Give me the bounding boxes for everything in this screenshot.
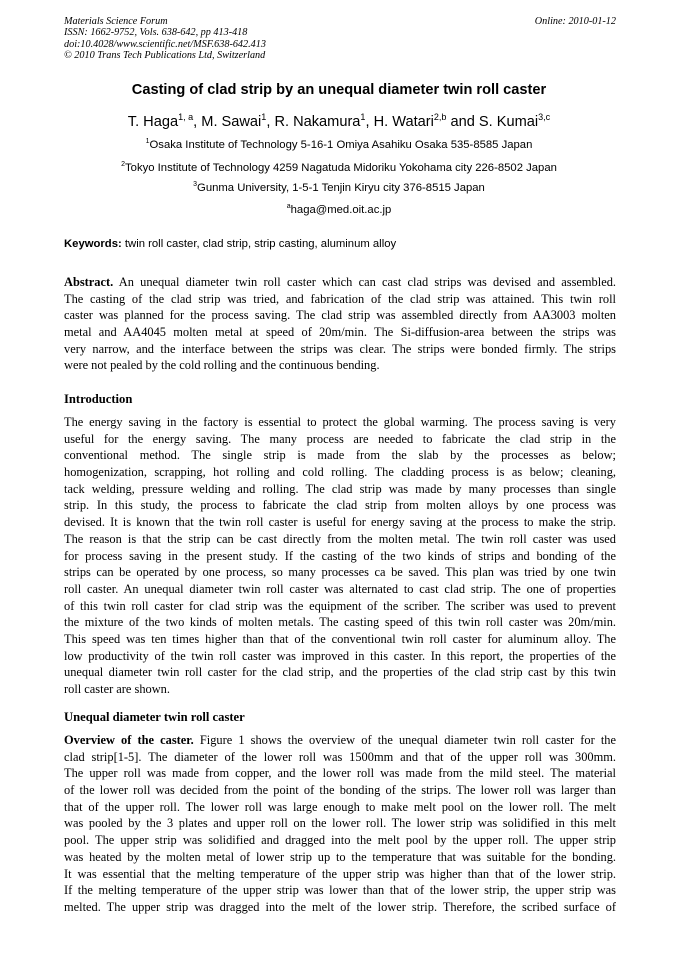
- keywords-text: twin roll caster, clad strip, strip casting, aluminum alloy: [124, 238, 397, 250]
- text-line-content: An unequal diameter twin roll caster which can cast clad strips was devised and assembled.: [118, 275, 616, 289]
- author-name: R. Nakamura: [274, 114, 361, 130]
- online-date: Online: 2010-01-12: [534, 16, 616, 27]
- paper-title: Casting of clad strip by an unequal diameter twin roll caster: [131, 82, 547, 98]
- author-name: T. Haga: [127, 114, 179, 130]
- doi-line: doi:10.4028/www.scientific.net/MSF.638-642.413: [64, 38, 266, 50]
- introduction-paragraph: [64, 414, 616, 698]
- author-conjunction: and: [450, 114, 475, 130]
- section-heading-caster: Unequal diameter twin roll caster: [64, 710, 245, 724]
- keywords-line: [64, 238, 624, 250]
- text-line: It was essential that the melting temperature of the upper strip was higher than that of the lower strip.: [64, 866, 616, 881]
- text-line: The upper roll was made from copper, and the lower roll was made from the mild steel. The material: [64, 766, 616, 781]
- caster-overview-paragraph: [64, 732, 616, 916]
- text-line: If the melting temperature of the upper strip was lower than that of the lower strip, the upper strip was: [64, 883, 616, 898]
- text-line: was heated by the molten metal of lower strip up to the temperature that was suitable for the bonding.: [64, 849, 616, 864]
- text-line-content: Figure 1 shows the overview of the unequal diameter twin roll caster for the: [199, 733, 616, 747]
- text-line: useful for the energy saving. The many process are needed to fabricate the clad strip in the: [64, 431, 616, 446]
- text-line: metal and AA4045 molten metal at speed of 20m/min. The Si-diffusion-area between the strips was: [64, 325, 616, 340]
- subsection-label: Overview of the caster.: [64, 733, 194, 747]
- text-line: The casting of the clad strip was tried, and fabrication of the clad strip was attained. This twin roll: [64, 291, 616, 306]
- affiliation-text: Tokyo Institute of Technology 4259 Nagatuda Midoriku Yokohama city 226-8502 Japan: [125, 162, 557, 174]
- author-affiliation-mark: 1: [261, 112, 267, 123]
- issn-line: ISSN: 1662-9752, Vols. 638-642, pp 413-418: [64, 27, 248, 39]
- abstract-label: Abstract.: [64, 275, 114, 289]
- text-line: tack welding, pressure welding and rolling. The clad strip was made by many processes than single: [64, 481, 616, 496]
- section-heading-introduction: Introduction: [64, 392, 133, 406]
- text-line: pool. The upper strip was solidified and dragged into the melt pool by the upper roll. The upper strip: [64, 833, 616, 848]
- affiliation-mark: 2: [121, 161, 126, 169]
- author-affiliation-mark: 1: [360, 112, 366, 123]
- text-line: devised. It is known that the twin roll caster is useful for energy saving at the process to make the strip.: [64, 515, 616, 530]
- text-line: This speed was ten times higher than that of the conventional twin roll caster for aluminum alloy. The: [64, 631, 616, 646]
- keywords-label: Keywords:: [64, 238, 122, 250]
- affiliation-mark: 1: [145, 138, 150, 146]
- text-line: was pooled by the 3 plates and upper roll on the lower roll. The lower strip was solidified in this melt: [64, 816, 616, 831]
- text-line: homogenization, scrapping, hot rolling and cold rolling. The cladding process is as below; cleaning,: [64, 465, 616, 480]
- text-line: The reason is that the strip can be cast directly from the molten metal. The twin roll caster was used: [64, 531, 616, 546]
- author-affiliation-mark: 1, a: [178, 112, 194, 123]
- text-line: for process saving in the present study. If the casting of the two kinds of strips and bonding of the: [64, 548, 616, 563]
- text-line: of this twin roll caster for clad strip was the equipment of the scriber. The scriber was used to prevent: [64, 598, 616, 613]
- text-line: roll caster are shown.: [64, 682, 170, 696]
- affiliation-line: [0, 162, 678, 174]
- text-line: caster was planned for the process saving. The clad strip was assembled directly from AA3003 molten: [64, 308, 616, 323]
- author-list: T. Haga$^{1, a}$, M. Sawai$^1$, R. Nakamura$^1$, H. Watari$^{2,b}$ and S. Kumai$^{3,c}$: [127, 112, 551, 130]
- journal-header: [64, 16, 616, 62]
- text-line: the mixture of the two kinds of molten metals. The casting speed of this twin roll caster was 20m/min.: [64, 615, 616, 630]
- affiliation-mark: a: [286, 203, 291, 211]
- author-name: M. Sawai: [201, 114, 262, 130]
- copyright-line: © 2010 Trans Tech Publications Ltd, Switzerland: [64, 50, 266, 62]
- text-line: very narrow, and the interface between the strips was clear. The strips were bonded firmly. The strips: [64, 341, 616, 356]
- text-line: [64, 732, 616, 749]
- text-line: conventional method. The single strip is made from the slab by the processes as below;: [64, 448, 616, 463]
- text-line: melted. The upper strip was dragged into the melt of the lower strip. Therefore, the scribed surface of: [64, 899, 616, 914]
- affiliation-mark: 3: [193, 181, 198, 189]
- text-line: that of the upper roll. The lower roll was large enough to make melt pool on the lower roll. The melt: [64, 799, 616, 814]
- text-line: [64, 274, 616, 291]
- journal-name: Materials Science Forum: [64, 16, 168, 27]
- author-name: H. Watari: [373, 114, 434, 130]
- text-line: The energy saving in the factory is essential to protect the global warming. The process saving is very: [64, 415, 616, 429]
- author-name: S. Kumai: [478, 114, 539, 130]
- text-line: strips can be operated by one process, so many processes ca be saved. This plan was tried by one twin: [64, 565, 616, 580]
- text-line: were not pealed by the cold rolling and the continuous bending.: [64, 358, 380, 373]
- author-affiliation-mark: 3,c: [538, 112, 551, 123]
- text-line: low productivity of the twin roll caster was improved in this caster. In this report, the properties of the: [64, 648, 616, 663]
- affiliation-text: Gunma University, 1-5-1 Tenjin Kiryu city 376-8515 Japan: [197, 182, 485, 194]
- affiliation-text: Osaka Institute of Technology 5-16-1 Omiya Asahiku Osaka 535-8585 Japan: [149, 139, 533, 151]
- affiliation-line: [0, 182, 678, 194]
- text-line: roll caster. An unequal diameter twin roll caster was alternated to cast clad strip. The one of properties: [64, 581, 616, 596]
- text-line: of the lower roll was decided from the point of the bonding of the strips. The lower roll was larger than: [64, 783, 616, 798]
- text-line: unequal diameter twin roll caster for the clad strip, and the properties of the clad strip cast by this twin: [64, 665, 616, 680]
- contact-email: [0, 204, 678, 216]
- email-text: haga@med.oit.ac.jp: [290, 204, 392, 216]
- affiliation-line: [0, 139, 678, 151]
- author-affiliation-mark: 2,b: [433, 112, 447, 123]
- text-line: strip. In this study, the process to fabricate the clad strip from molten alloys by one process was: [64, 498, 616, 513]
- text-line: clad strip[1-5]. The diameter of the lower roll was 1500mm and that of the upper roll was 300mm.: [64, 749, 616, 764]
- abstract-paragraph: [64, 274, 616, 374]
